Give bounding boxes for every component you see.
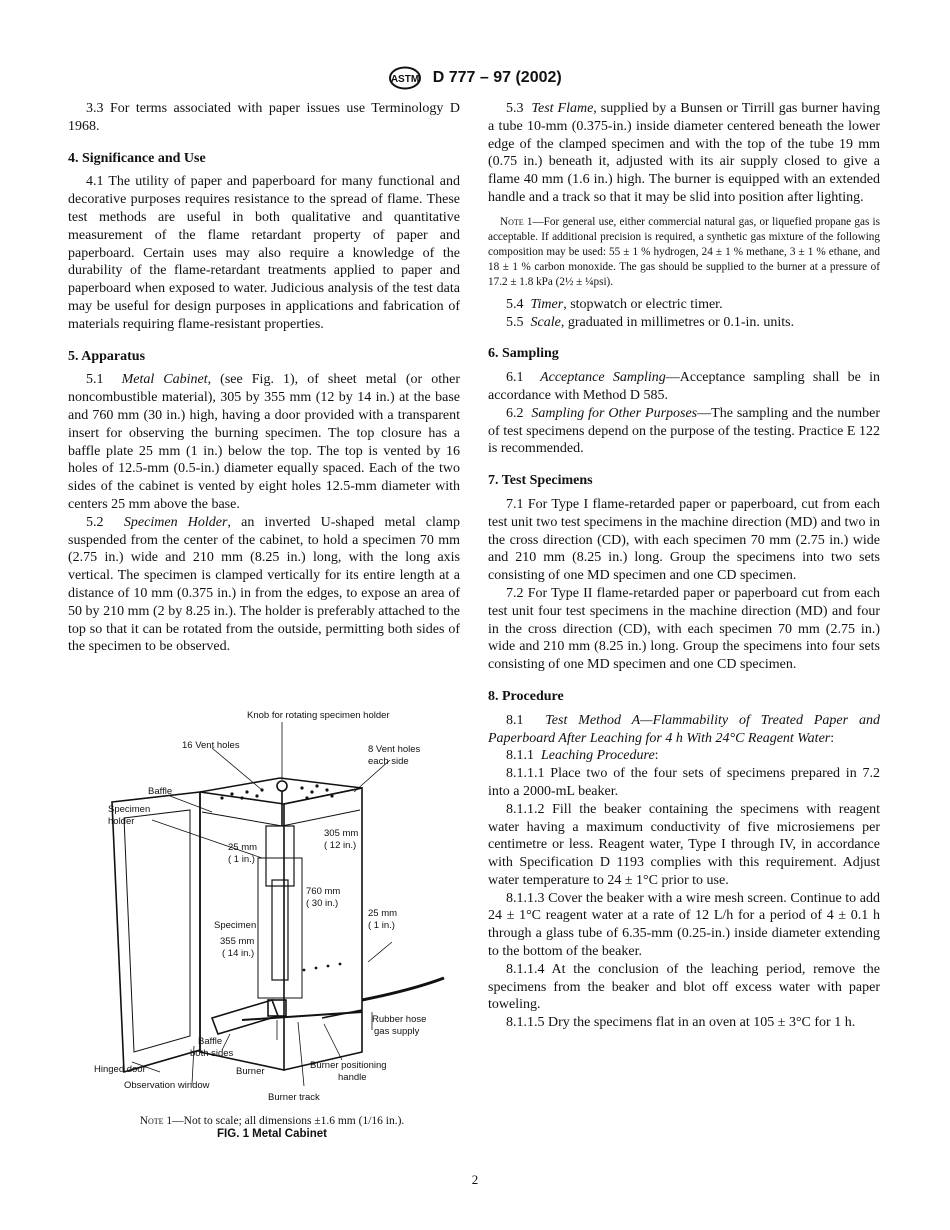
para-5-5: 5.5 Scale, graduated in millimetres or 0.1-in. units.: [506, 314, 795, 330]
para-6-2: 6.2 Sampling for Other Purposes—The sampling and the number of test specimens depend on the purpose of the testing. Practice E 122 is recommended.: [488, 405, 881, 457]
label-d25r-a: 25 mm: [368, 908, 398, 919]
heading-5: 5. Apparatus: [68, 348, 146, 364]
right-column: [488, 100, 880, 1032]
para-8-1-1-5: 8.1.1.5 Dry the specimens flat in an oven at 105 ± 3°C for 1 h.: [506, 1015, 856, 1031]
label-baffle2-a: Baffle: [198, 1036, 223, 1047]
label-door: Hinged door: [94, 1064, 146, 1075]
label-specholder-a: Specimen: [108, 804, 151, 815]
label-hose-a: Rubber hose: [372, 1014, 427, 1025]
page-number: 2: [471, 1172, 479, 1187]
para-8-1-1: 8.1.1 Leaching Procedure:: [506, 748, 659, 764]
label-baffle2-b: both sides: [190, 1048, 234, 1059]
para-8-1-1-4: 8.1.1.4 At the conclusion of the leaching period, remove the specimens from the beaker and blot off excess water with paper toweling.: [488, 961, 880, 1013]
para-5-4: 5.4 Timer, stopwatch or electric timer.: [506, 296, 723, 312]
para-3-3: 3.3 For terms associated with paper issues use Terminology D 1968.: [68, 101, 460, 134]
para-5-2: 5.2 Specimen Holder, an inverted U-shaped metal clamp suspended from the center of the cabinet, to hold a specimen 70 mm (2.75 in.) wide and 210 mm (8.25 in.) long, with the long axis vertical. The specimen is clamped vertically for its entire length at a distance of 10 mm (0.375 in.) in from the edges, to expose an area of 50 by 210 mm (2 by 8.25 in.). The holder is preferably attached to the top so that it can be rotated from the outside, permitting both sides of the specimen to be observed.: [68, 514, 460, 655]
label-d305-a: 305 mm: [324, 828, 359, 839]
label-d25-b: ( 1 in.): [228, 854, 255, 865]
label-track: Burner track: [268, 1092, 320, 1103]
label-specholder-b: holder: [108, 816, 135, 827]
para-5-1: 5.1 Metal Cabinet, (see Fig. 1), of sheet metal (or other noncombustible material), 305 by 355 mm (12 by 14 in.) at the base and 760 mm (30 in.) high, having a door provided with a transparent insert for observing the burning specimen. The top closure has a baffle plate 25 mm (1 in.) below the top. The top is vented by 16 holes of 12.5-mm (0.5-in.) diameter equally spaced. Each of the two sides of the cabinet is vented by eight holes 12.5-mm diameter with centers 25 mm above the base.: [68, 372, 460, 512]
astm-logo-icon: [388, 66, 422, 90]
heading-8: 8. Procedure: [488, 688, 564, 704]
label-d25-a: 25 mm: [228, 842, 258, 853]
para-7-1: 7.1 For Type I flame-retarded paper or paperboard, cut from each test unit two test specimens in the machine direction (MD) and two in the cross direction (CD), with each specimen 70 mm (2.75 in.) wide and 210 mm (8.25 in.) long. Group the specimens into two sets consisting of one MD specimen and one CD specimen.: [488, 496, 880, 584]
label-specimen: Specimen: [214, 920, 257, 931]
figure-metal-cabinet: [72, 700, 472, 1120]
left-column: [68, 100, 460, 656]
label-d760-a: 760 mm: [306, 886, 341, 897]
label-vent8-a: 8 Vent holes: [368, 744, 421, 755]
label-burner: Burner: [236, 1066, 265, 1077]
figure-note: Note 1—Not to scale; all dimensions ±1.6 mm (1/16 in.).: [139, 1115, 405, 1127]
label-d25r-b: ( 1 in.): [368, 920, 395, 931]
para-8-1-1-3: 8.1.1.3 Cover the beaker with a wire mesh screen. Continue to add 24 ± 1°C reagent water at a rate of 12 L/h for a period of 4 ± 0.1 h through a glass tube of 6.35-mm (0.25-in.) inside diameter extending to the bottom of the beaker.: [488, 890, 880, 960]
label-d305-b: ( 12 in.): [324, 840, 357, 851]
label-knob: Knob for rotating specimen holder: [247, 710, 390, 721]
figure-title: FIG. 1 Metal Cabinet: [217, 1128, 327, 1140]
label-vent8-b: each side: [368, 756, 409, 767]
hinged-door: [112, 792, 200, 1072]
label-d355-a: 355 mm: [220, 936, 255, 947]
heading-6: 6. Sampling: [488, 346, 559, 362]
label-hose-b: gas supply: [374, 1026, 420, 1037]
designation: D 777 – 97 (2002): [432, 69, 562, 87]
page-header: [0, 66, 950, 90]
para-8-1-1-1: 8.1.1.1 Place two of the four sets of specimens prepared in 7.2 into a 2000-mL beaker.: [488, 766, 880, 799]
label-burnerpos-b: handle: [338, 1072, 367, 1083]
label-d355-b: ( 14 in.): [222, 948, 255, 959]
figure-caption: [72, 1115, 472, 1140]
label-d760-b: ( 30 in.): [306, 898, 339, 909]
observation-window: [124, 810, 190, 1052]
label-window: Observation window: [124, 1080, 210, 1091]
label-baffle: Baffle: [148, 786, 173, 797]
para-8-1-1-2: 8.1.1.2 Fill the beaker containing the specimens with reagent water having a maximum conductivity of five microsiemens per centimetre or less. Reagent water, Type I through IV, in accordance with Specification D 1193 complies with this requirement. Adjust water temperature to 24 ± 1°C prior to use.: [488, 801, 880, 888]
para-8-1: 8.1 Test Method A—Flammability of Treated Paper and Paperboard After Leaching for 4 h With 24°C Reagent Water:: [488, 712, 880, 746]
cabinet-front: [200, 792, 284, 1070]
heading-7: 7. Test Specimens: [488, 473, 593, 489]
svg-text:ASTM: ASTM: [391, 74, 420, 85]
para-4-1: 4.1 The utility of paper and paperboard for many functional and decorative purposes requires resistance to the spread of flame. These test methods are useful in both qualitative and quantitative measurement of the flame retardant property of paper and paperboard. Certain uses may also require a knowledge of the durability of the flame-retardant treatments applied to paper and paperboard when exposed to water. Judicious analysis of the test data may be useful for design purposes in applications and fabrication of materials requiring flame-resistant properties.: [68, 174, 460, 332]
para-7-2: 7.2 For Type II flame-retarded paper or paperboard cut from each test unit four test specimens in the machine direction (MD) and four in the cross direction (CD), with each specimen 70 mm (2.75 in.) wide and 210 mm (8.25 in.) long. Group the specimens into four sets consisting of one MD specimen and one CD specimen.: [488, 585, 880, 673]
note-1: Note 1—For general use, either commercial natural gas, or liquefied propane gas is acceptable. If additional precision is required, a synthetic gas mixture of the following composition may be used: 55 ± 1 % hydrogen, 24 ± 1 % methane, 3 ± 1 % ethane, and 18 ± 1 % carbon monoxide. The gas should be supplied to the burner at a pressure of 17.2 ± 1.8 kPa (2½ ± ¼psi).: [488, 215, 880, 288]
label-burnerpos-a: Burner positioning: [310, 1060, 387, 1071]
heading-4: 4. Significance and Use: [68, 150, 206, 166]
label-vent16: 16 Vent holes: [182, 740, 240, 751]
para-5-3: 5.3 Test Flame, supplied by a Bunsen or Tirrill gas burner having a tube 10-mm (0.375-in.) inside diameter centered beneath the lower edge of the clamped specimen and with the top of the tube 19 mm (0.75 in.) beneath it, adjusted with its air supply closed to give a flame 40 mm (1.6 in.) high. The burner is equipped with an extended handle and a track so that it may be slid into position after lighting.: [488, 101, 881, 205]
para-6-1: 6.1 Acceptance Sampling—Acceptance sampling shall be in accordance with Method D 585.: [488, 370, 881, 403]
